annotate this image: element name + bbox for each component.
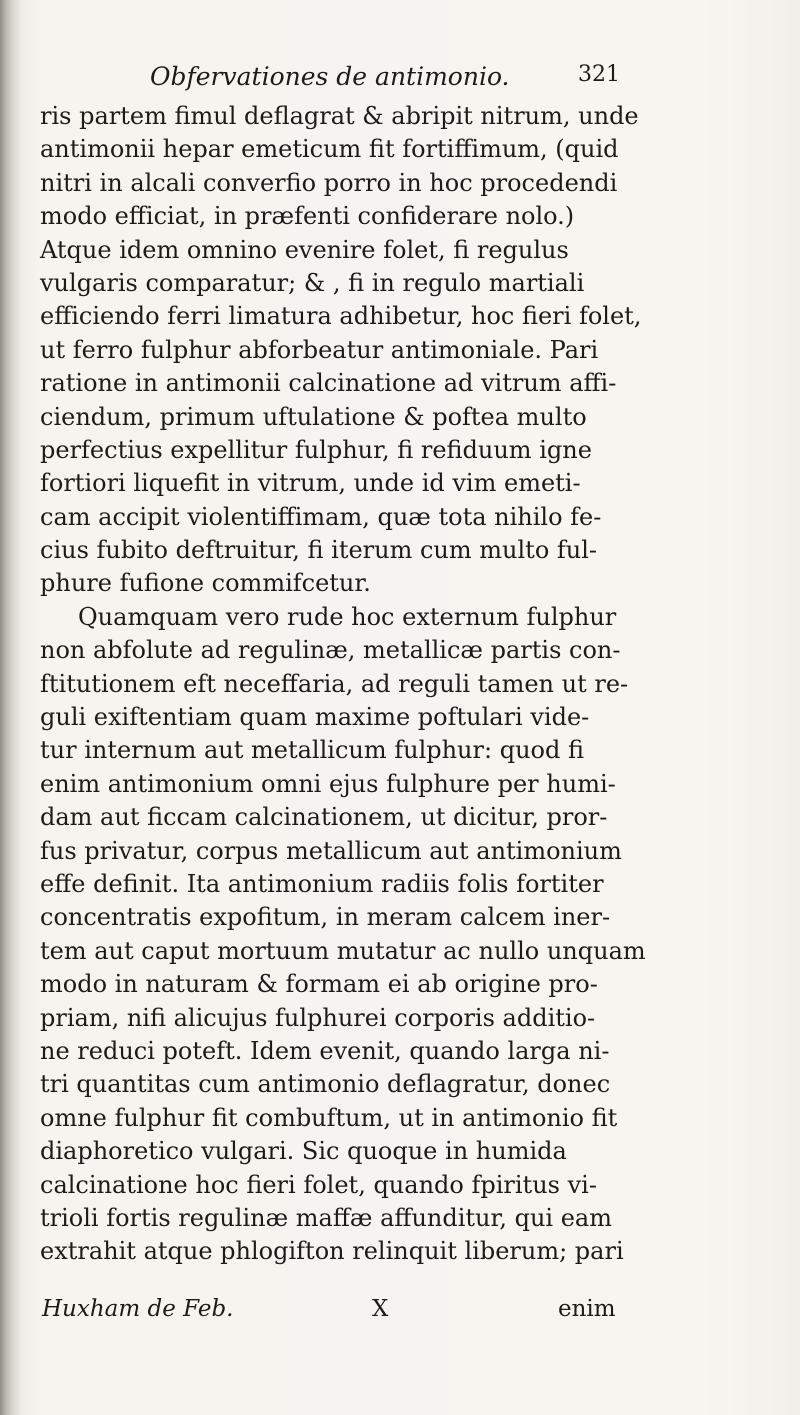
- footer-reference: Huxham de Feb.: [42, 1296, 234, 1322]
- text-line: concentratis expofitum, in meram calcem iner-: [40, 903, 611, 932]
- running-header: [150, 62, 620, 98]
- text-line: fortiori liquefit in vitrum, unde id vim emeti-: [40, 469, 581, 498]
- text-line: extrahit atque phlogifton relinquit liberum; pari: [40, 1237, 624, 1266]
- text-line: tri quantitas cum antimonio deflagratur, donec: [40, 1070, 611, 1099]
- binding-gutter: [0, 0, 22, 1415]
- text-line: tem aut caput mortuum mutatur ac nullo unquam: [40, 936, 646, 965]
- text-line: perfectius expellitur fulphur, fi refiduum igne: [40, 435, 592, 464]
- text-line: ris partem fimul deflagrat & abripit nitrum, unde: [40, 102, 639, 130]
- text-line: omne fulphur fit combuftum, ut in antimonio fit: [40, 1103, 618, 1132]
- text-line: ftitutionem eft neceffaria, ad reguli tamen ut re-: [40, 669, 629, 698]
- catchword: enim: [558, 1296, 616, 1322]
- paragraph-start-line: Quamquam vero rude hoc externum fulphur: [78, 602, 617, 631]
- text-line: vulgaris comparatur; & , fi in regulo martiali: [40, 268, 585, 297]
- text-line: modo in naturam & formam ei ab origine pro-: [40, 970, 598, 999]
- text-line: effe definit. Ita antimonium radiis folis fortiter: [40, 869, 604, 898]
- text-line: Atque idem omnino evenire folet, fi regulus: [40, 235, 569, 264]
- text-line: cam accipit violentiffimam, quæ tota nihilo fe-: [40, 502, 602, 531]
- text-line: priam, nifi alicujus fulphurei corporis additio-: [40, 1003, 596, 1032]
- text-line: enim antimonium omni ejus fulphure per humi-: [40, 769, 616, 798]
- text-line: cius fubito deftruitur, fi iterum cum multo ful-: [40, 536, 598, 565]
- main-text-block: [40, 100, 760, 1269]
- text-line: fus privatur, corpus metallicum aut antimonium: [40, 836, 622, 865]
- page-number: 321: [578, 62, 620, 87]
- running-title: Obfervationes de antimonio.: [150, 62, 510, 91]
- text-line: antimonii hepar emeticum fit fortiffimum, (quid: [40, 135, 619, 164]
- text-line: diaphoretico vulgari. Sic quoque in humida: [40, 1137, 567, 1166]
- text-line: trioli fortis regulinæ maffæ affunditur, qui eam: [40, 1203, 612, 1232]
- signature-mark: X: [372, 1296, 389, 1322]
- text-line: non abfolute ad regulinæ, metallicæ partis con-: [40, 636, 621, 665]
- text-line: guli exiftentiam quam maxime poftulari vide-: [40, 703, 590, 732]
- text-line: efficiendo ferri limatura adhibetur, hoc fieri folet,: [40, 302, 642, 331]
- text-line: tur internum aut metallicum fulphur: quod fi: [40, 736, 584, 765]
- text-line: ratione in antimonii calcinatione ad vitrum affi-: [40, 369, 617, 398]
- text-line: calcinatione hoc fieri folet, quando fpiritus vi-: [40, 1170, 597, 1199]
- text-line: modo efficiat, in præfenti confiderare nolo.): [40, 202, 575, 231]
- text-line: ut ferro fulphur abforbeatur antimoniale. Pari: [40, 335, 599, 364]
- page-footer: [42, 1296, 762, 1330]
- text-line: ne reduci poteft. Idem evenit, quando larga ni-: [40, 1036, 610, 1065]
- text-line: dam aut ficcam calcinationem, ut dicitur, pror-: [40, 803, 608, 832]
- text-line: ciendum, primum uftulatione & poftea multo: [40, 402, 587, 431]
- text-line: nitri in alcali converfio porro in hoc procedendi: [40, 168, 618, 197]
- text-line: phure fufione commifcetur.: [40, 569, 371, 598]
